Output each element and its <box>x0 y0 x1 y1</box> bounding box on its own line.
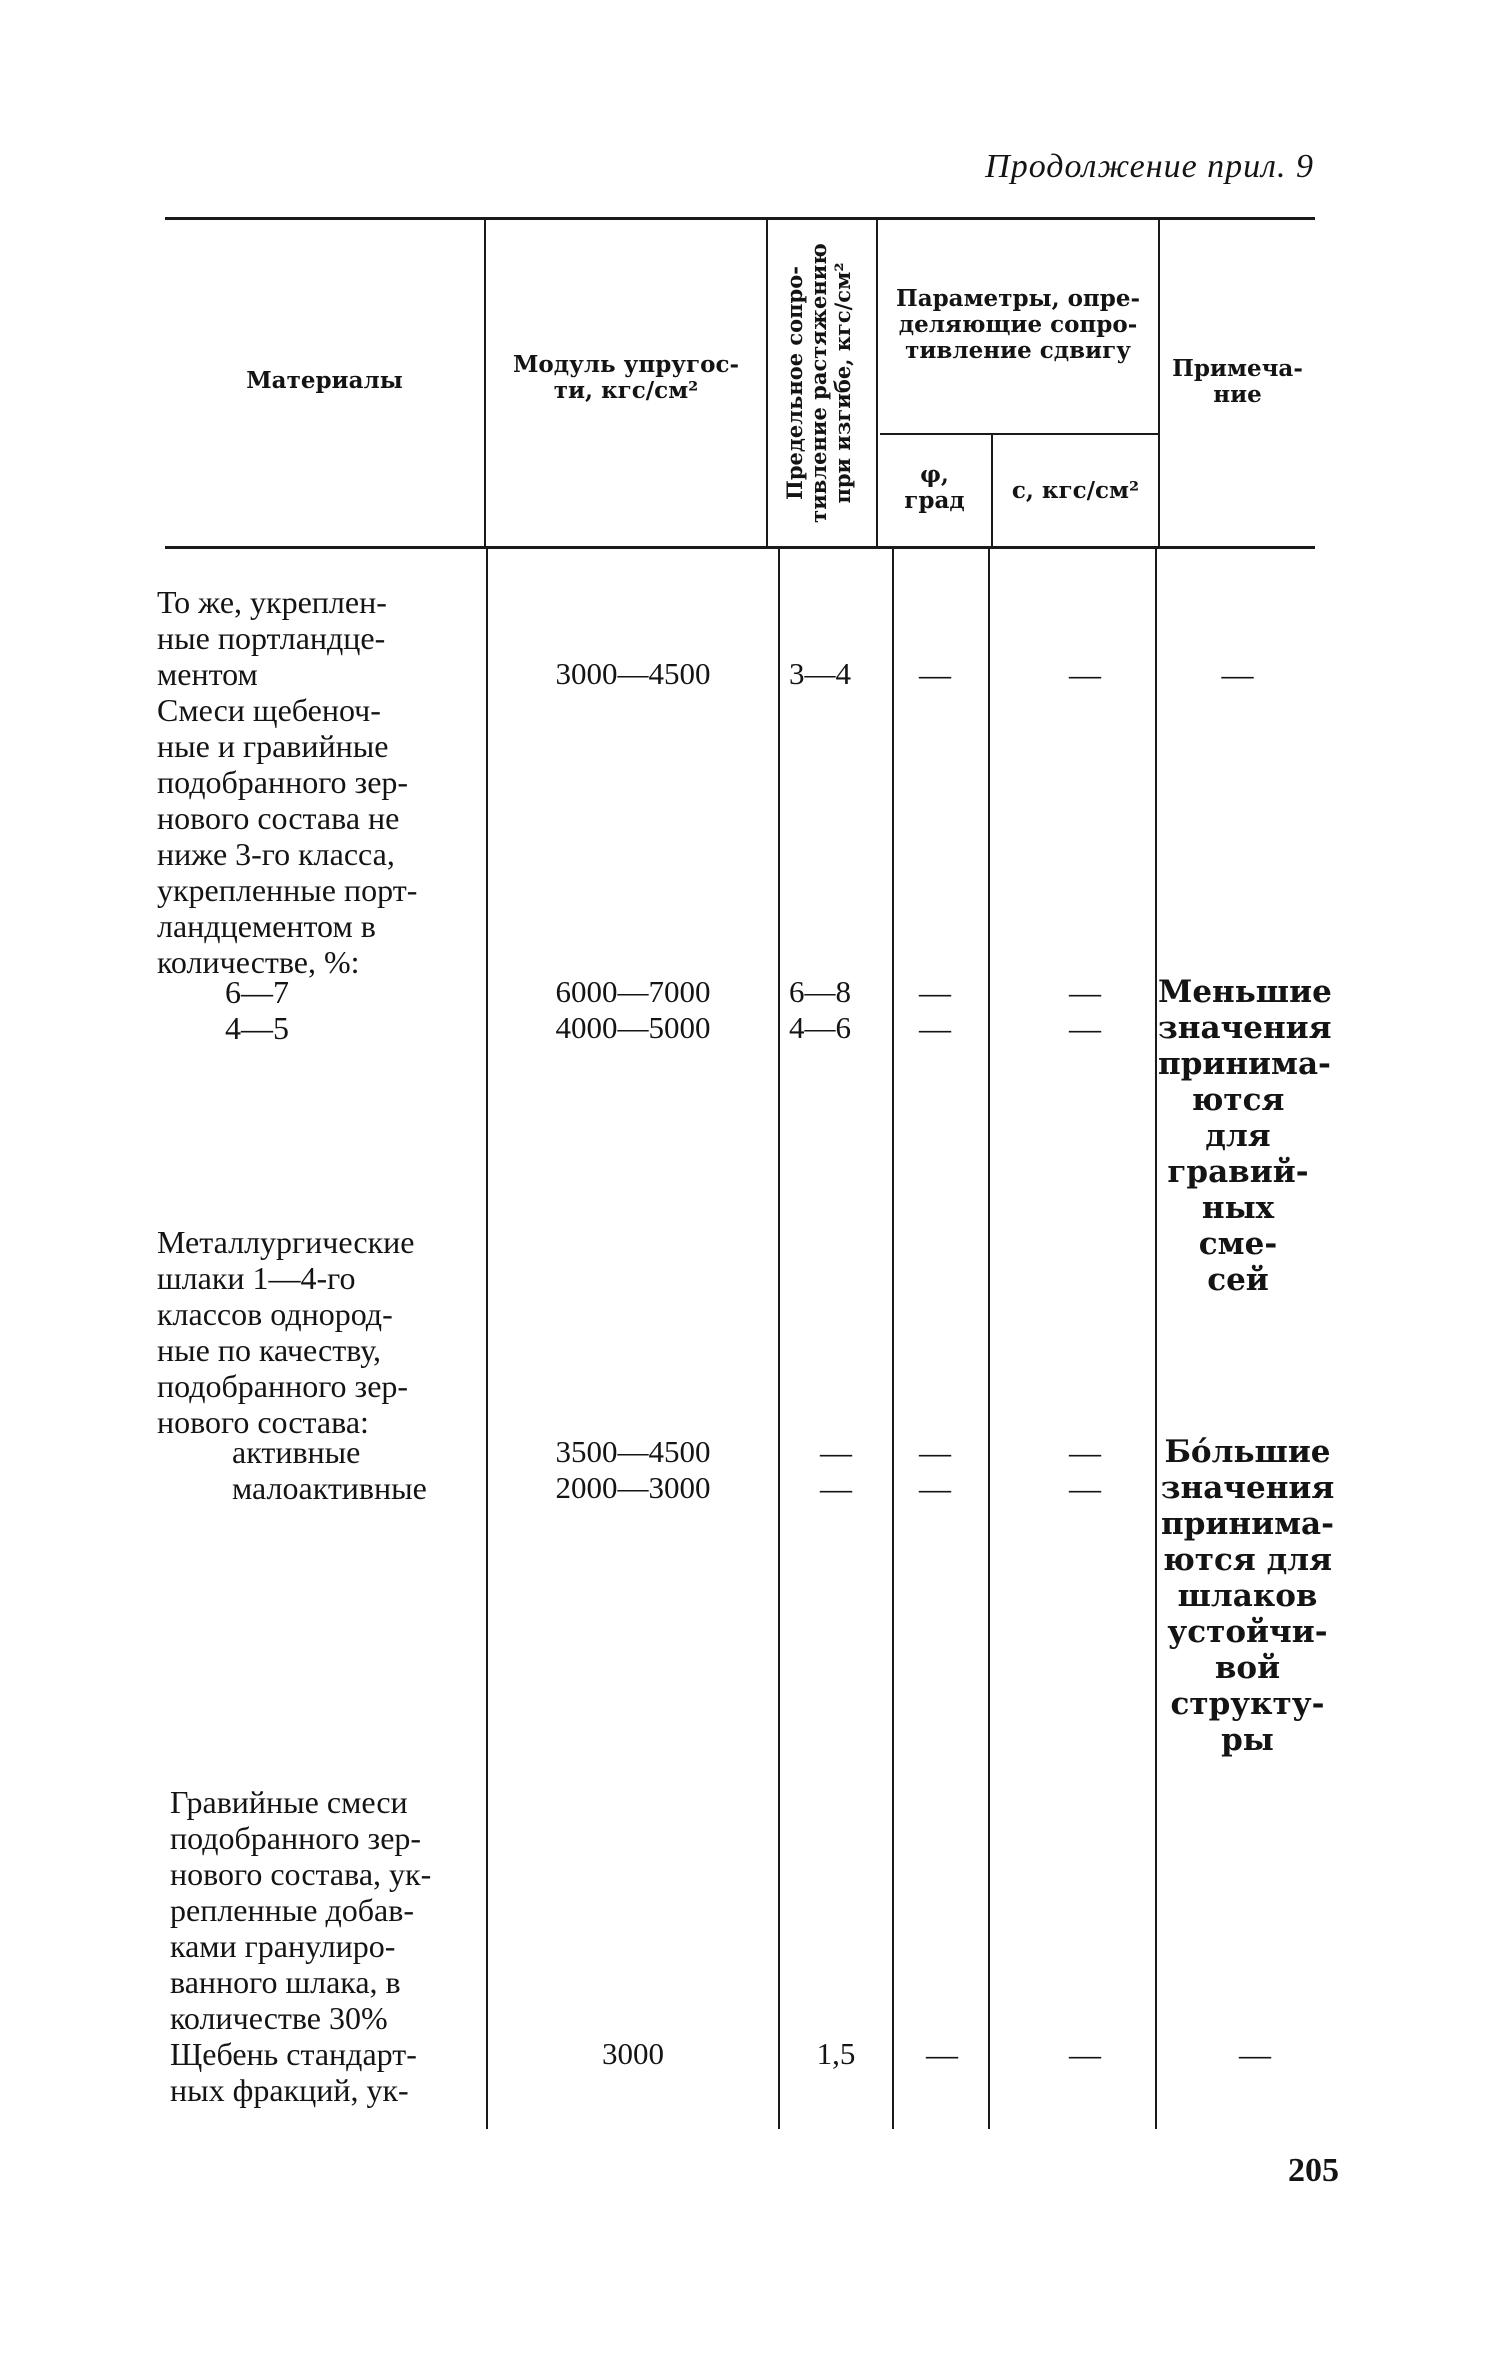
header-phi: φ, град <box>904 461 965 514</box>
row3-sub1-c: — <box>1069 1434 1101 1470</box>
row1-c: — <box>1069 656 1101 692</box>
row5-material: Щебень стандарт- ных фракций, ук- <box>170 2036 417 2108</box>
row1-phi: — <box>919 656 951 692</box>
row2-sub2-c: — <box>1069 1010 1101 1046</box>
row5-tensile: 1,5 <box>816 2036 856 2071</box>
row5-note: — <box>1239 2036 1271 2072</box>
page-number: 205 <box>1288 2152 1339 2189</box>
col-rule-4-body <box>988 549 990 2129</box>
row3-sub2-phi: — <box>919 1470 951 1506</box>
row2-sub2-modulus: 4000—5000 <box>555 1010 711 1045</box>
row3-sub2-modulus: 2000—3000 <box>555 1470 711 1505</box>
row5-modulus: 3000 <box>602 2036 664 2071</box>
row2-sub2-tensile: 4—6 <box>789 1010 851 1045</box>
row4-material: Гравийные смеси подобранного зер- нового состава, ук- репленные добав- ками гранулиро- ванного шлака, в количестве 30% <box>170 1784 432 2036</box>
header-tensile: Предельное сопро- тивление растяжению при изгибе, кгс/см² <box>782 243 855 523</box>
row2-sub1-modulus: 6000—7000 <box>555 974 711 1009</box>
row1-note: — <box>1221 656 1254 692</box>
header-c: с, кгс/см² <box>1011 477 1140 504</box>
row1-modulus: 3000—4500 <box>555 656 711 691</box>
continuation-title: Продолжение прил. 9 <box>985 148 1314 185</box>
header-bottom-rule <box>165 546 1315 549</box>
row3-sub1-tensile: — <box>820 1434 852 1470</box>
row3-sub2-label: малоактивные <box>232 1470 427 1506</box>
col-rule-2-header <box>766 220 768 546</box>
row3-sub1-label: активные <box>232 1434 361 1470</box>
row2-sub1-phi: — <box>919 974 951 1010</box>
row3-sub1-modulus: 3500—4500 <box>555 1434 711 1469</box>
row3-sub2-tensile: — <box>820 1470 852 1506</box>
row1-material: То же, укреплен- ные портландце- ментом <box>157 584 387 692</box>
row1-tensile: 3—4 <box>789 656 851 691</box>
row2-sub1-label: 6—7 <box>225 974 289 1010</box>
row2-sub2-phi: — <box>919 1010 951 1046</box>
row2-material: Смеси щебеноч- ные и гравийные подобранного зер- нового состава не ниже 3-го класса, укрепленные порт- ландцементом в количестве, %: <box>157 692 418 980</box>
table-top-rule <box>165 217 1315 220</box>
header-modulus: Модуль упругос- ти, кгс/см² <box>512 351 740 404</box>
row3-material: Металлургические шлаки 1—4-го классов однород- ные по качеству, подобранного зер- нового состава: <box>157 1224 415 1440</box>
row3-sub2-c: — <box>1069 1470 1101 1506</box>
header-shear-params: Параметры, опре- деляющие сопро- тивление сдвигу <box>895 285 1141 364</box>
col-rule-1-body <box>486 549 488 2129</box>
col-rule-2-body <box>778 549 780 2129</box>
row2-note: Меньшие значения принима- ются для гравий- ных сме- сей <box>1158 974 1332 1298</box>
row3-note: Бóльшие значения принима- ются для шлаков устойчи- вой структу- ры <box>1160 1434 1335 1758</box>
row2-sub1-c: — <box>1069 974 1101 1010</box>
col-rule-3-body <box>892 549 894 2129</box>
col-rule-5-body <box>1155 549 1157 2129</box>
row3-sub1-phi: — <box>919 1434 951 1470</box>
row2-sub2-label: 4—5 <box>225 1010 289 1046</box>
header-note: Примеча- ние <box>1172 355 1303 408</box>
shear-subheader-rule <box>880 433 1158 435</box>
row2-sub1-tensile: 6—8 <box>789 974 851 1009</box>
row5-c: — <box>1069 2036 1101 2072</box>
header-materials: Материалы <box>246 367 403 394</box>
row5-phi: — <box>926 2036 958 2072</box>
